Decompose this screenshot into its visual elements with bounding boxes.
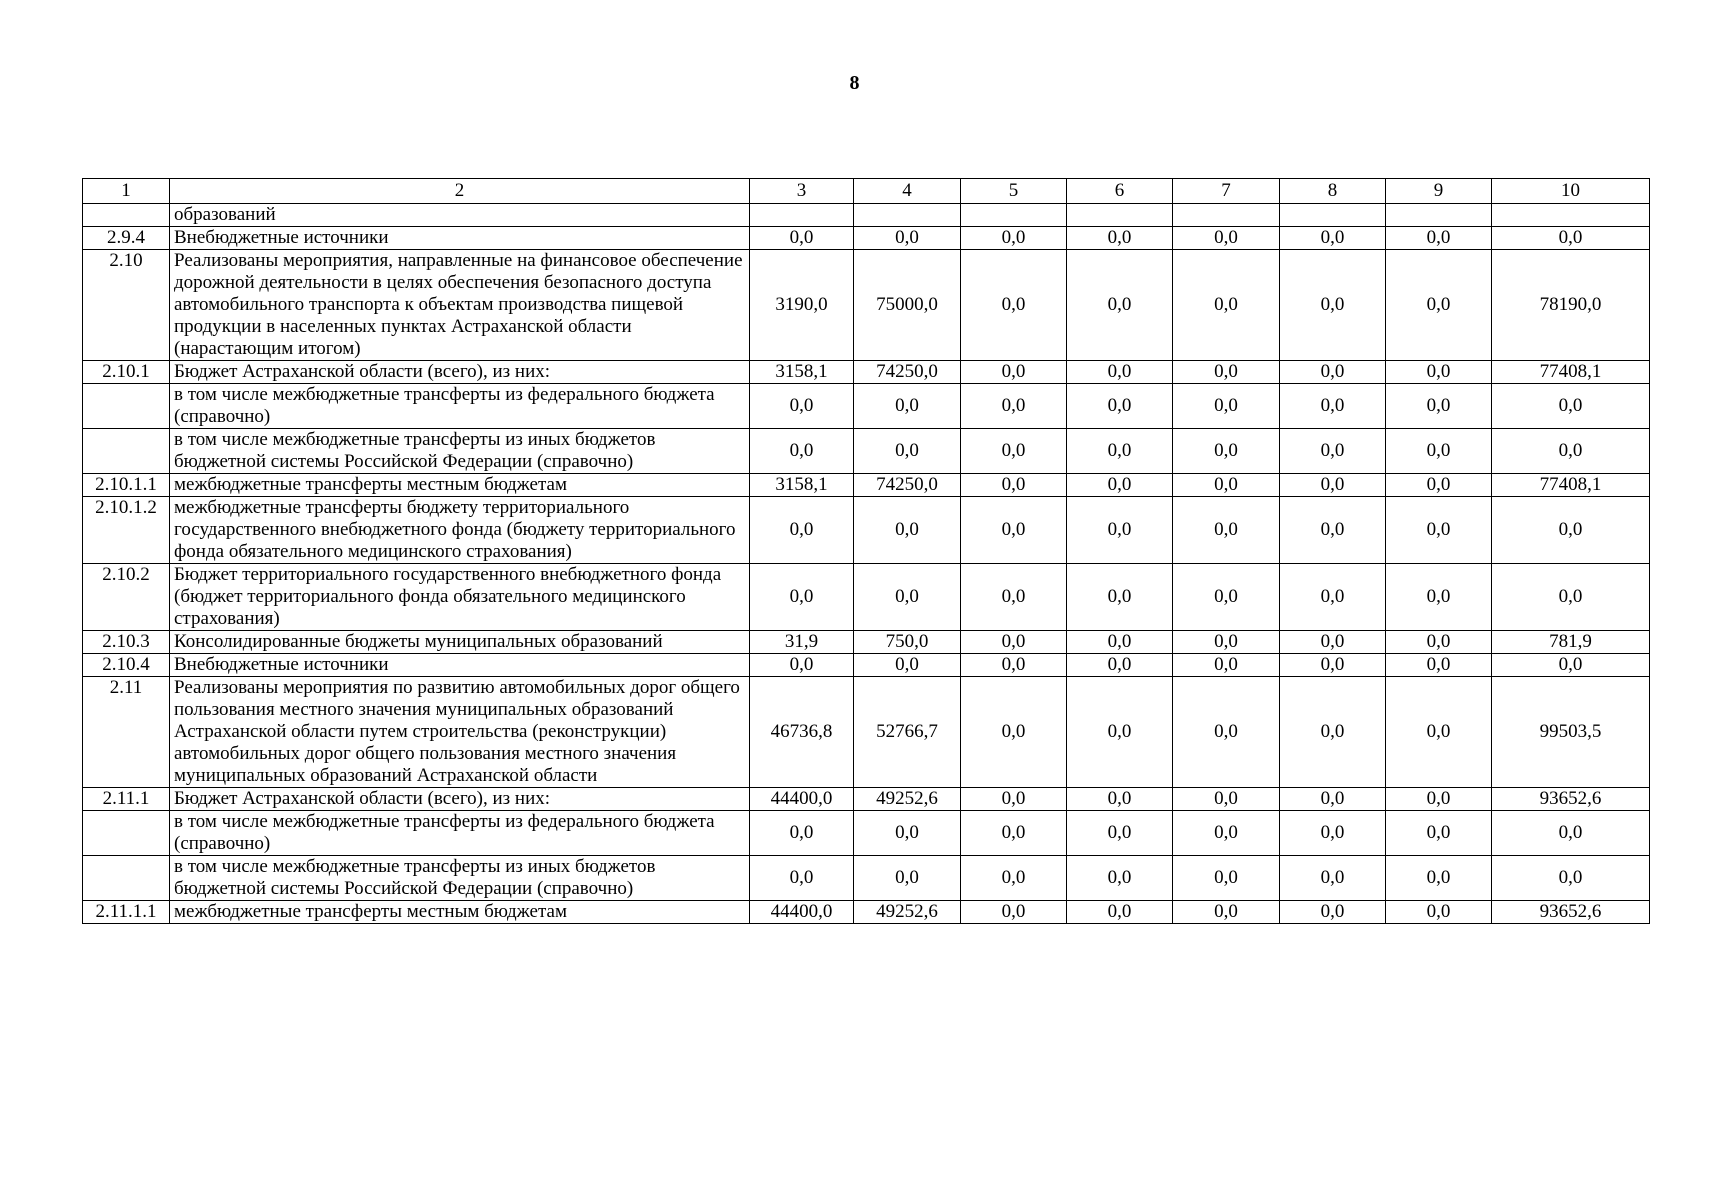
row-value: 0,0 xyxy=(1280,788,1386,811)
row-value xyxy=(1492,204,1650,227)
row-code: 2.10.2 xyxy=(83,564,170,631)
column-header: 2 xyxy=(170,179,750,204)
row-description: Бюджет территориального государственного внебюджетного фонда (бюджет территориального фонда обязательного медицинского страхования) xyxy=(170,564,750,631)
row-code: 2.10 xyxy=(83,250,170,361)
row-value: 44400,0 xyxy=(750,788,854,811)
row-value: 0,0 xyxy=(1386,901,1492,924)
row-value: 0,0 xyxy=(1280,250,1386,361)
column-header: 10 xyxy=(1492,179,1650,204)
row-code: 2.10.1.1 xyxy=(83,474,170,497)
column-header: 4 xyxy=(854,179,961,204)
row-value: 0,0 xyxy=(961,631,1067,654)
row-value: 0,0 xyxy=(1386,654,1492,677)
row-code: 2.10.1.2 xyxy=(83,497,170,564)
row-description: Бюджет Астраханской области (всего), из них: xyxy=(170,788,750,811)
row-description: Реализованы мероприятия, направленные на финансовое обеспечение дорожной деятельности в целях обеспечения безопасного доступа автомобильного транспорта к объектам производства пищевой продукции в населенных пунктах Астраханской области (нарастающим итогом) xyxy=(170,250,750,361)
row-value: 31,9 xyxy=(750,631,854,654)
row-value: 0,0 xyxy=(961,654,1067,677)
row-value: 0,0 xyxy=(1386,474,1492,497)
table-row xyxy=(83,204,1650,227)
row-code: 2.11 xyxy=(83,677,170,788)
row-description: Консолидированные бюджеты муниципальных образований xyxy=(170,631,750,654)
row-value: 3158,1 xyxy=(750,474,854,497)
row-value: 0,0 xyxy=(1492,429,1650,474)
row-code: 2.9.4 xyxy=(83,227,170,250)
row-value: 0,0 xyxy=(750,227,854,250)
row-value: 0,0 xyxy=(854,564,961,631)
row-value: 0,0 xyxy=(961,361,1067,384)
row-description: в том числе межбюджетные трансферты из иных бюджетов бюджетной системы Российской Федерации (справочно) xyxy=(170,856,750,901)
row-value: 0,0 xyxy=(1386,384,1492,429)
row-value: 0,0 xyxy=(1173,677,1280,788)
column-header: 5 xyxy=(961,179,1067,204)
row-description: Внебюджетные источники xyxy=(170,654,750,677)
row-value xyxy=(1067,204,1173,227)
row-value: 44400,0 xyxy=(750,901,854,924)
row-value: 0,0 xyxy=(1386,788,1492,811)
row-code: 2.10.4 xyxy=(83,654,170,677)
row-description: в том числе межбюджетные трансферты из федерального бюджета (справочно) xyxy=(170,384,750,429)
row-value: 0,0 xyxy=(854,384,961,429)
row-value: 0,0 xyxy=(961,384,1067,429)
row-value: 0,0 xyxy=(1280,474,1386,497)
row-value: 0,0 xyxy=(854,856,961,901)
row-value: 0,0 xyxy=(1067,788,1173,811)
row-value: 0,0 xyxy=(1173,631,1280,654)
row-value: 0,0 xyxy=(1386,677,1492,788)
row-value: 0,0 xyxy=(1067,497,1173,564)
table-header-row xyxy=(83,179,1650,204)
row-code xyxy=(83,811,170,856)
row-value: 0,0 xyxy=(1173,384,1280,429)
row-value: 0,0 xyxy=(1067,677,1173,788)
row-code xyxy=(83,204,170,227)
row-value: 74250,0 xyxy=(854,474,961,497)
row-value: 0,0 xyxy=(1067,856,1173,901)
row-description: межбюджетные трансферты местным бюджетам xyxy=(170,901,750,924)
row-value: 0,0 xyxy=(1280,227,1386,250)
row-description: Бюджет Астраханской области (всего), из них: xyxy=(170,361,750,384)
row-code: 2.10.1 xyxy=(83,361,170,384)
row-value: 0,0 xyxy=(1280,856,1386,901)
row-value: 0,0 xyxy=(1173,788,1280,811)
row-value: 0,0 xyxy=(1280,361,1386,384)
row-value: 0,0 xyxy=(1280,384,1386,429)
row-description: Реализованы мероприятия по развитию автомобильных дорог общего пользования местного значения муниципальных образований Астраханской области путем строительства (реконструкции) автомобильных дорог общего пользования местного значения муниципальных образований Астраханской области xyxy=(170,677,750,788)
row-value: 0,0 xyxy=(961,788,1067,811)
row-description: образований xyxy=(170,204,750,227)
row-value: 0,0 xyxy=(961,564,1067,631)
row-value: 0,0 xyxy=(1067,811,1173,856)
row-value: 0,0 xyxy=(1280,497,1386,564)
row-value: 0,0 xyxy=(1386,856,1492,901)
row-value: 0,0 xyxy=(1492,497,1650,564)
row-value: 0,0 xyxy=(1492,384,1650,429)
row-value: 0,0 xyxy=(1173,564,1280,631)
row-value: 0,0 xyxy=(1067,631,1173,654)
row-value: 0,0 xyxy=(961,497,1067,564)
row-value: 0,0 xyxy=(1386,227,1492,250)
row-value: 0,0 xyxy=(1067,654,1173,677)
column-header: 7 xyxy=(1173,179,1280,204)
row-value: 0,0 xyxy=(1280,811,1386,856)
row-value: 0,0 xyxy=(1492,564,1650,631)
row-value xyxy=(1386,204,1492,227)
column-header: 1 xyxy=(83,179,170,204)
budget-table xyxy=(82,178,1650,924)
row-value: 0,0 xyxy=(1492,856,1650,901)
row-value xyxy=(1280,204,1386,227)
row-value: 0,0 xyxy=(750,384,854,429)
row-value: 0,0 xyxy=(1386,361,1492,384)
table-row xyxy=(83,811,1650,856)
table-row xyxy=(83,429,1650,474)
row-value: 0,0 xyxy=(1173,429,1280,474)
table-row xyxy=(83,788,1650,811)
row-value: 0,0 xyxy=(1067,361,1173,384)
row-value: 78190,0 xyxy=(1492,250,1650,361)
row-value: 77408,1 xyxy=(1492,361,1650,384)
row-value: 52766,7 xyxy=(854,677,961,788)
row-value: 0,0 xyxy=(1386,250,1492,361)
row-value: 0,0 xyxy=(1173,250,1280,361)
row-value: 0,0 xyxy=(1386,429,1492,474)
row-value: 0,0 xyxy=(961,429,1067,474)
row-value: 3158,1 xyxy=(750,361,854,384)
row-value: 0,0 xyxy=(961,677,1067,788)
row-value: 0,0 xyxy=(750,654,854,677)
row-value: 0,0 xyxy=(750,429,854,474)
row-value xyxy=(1173,204,1280,227)
row-description: в том числе межбюджетные трансферты из федерального бюджета (справочно) xyxy=(170,811,750,856)
row-value: 0,0 xyxy=(750,564,854,631)
row-value: 93652,6 xyxy=(1492,901,1650,924)
row-value: 0,0 xyxy=(854,497,961,564)
row-value: 0,0 xyxy=(1067,474,1173,497)
row-value: 0,0 xyxy=(961,227,1067,250)
table-row xyxy=(83,901,1650,924)
row-value: 93652,6 xyxy=(1492,788,1650,811)
row-value: 0,0 xyxy=(854,227,961,250)
column-header: 3 xyxy=(750,179,854,204)
row-value: 0,0 xyxy=(1173,654,1280,677)
row-value: 0,0 xyxy=(1067,564,1173,631)
table-row xyxy=(83,227,1650,250)
row-code: 2.11.1.1 xyxy=(83,901,170,924)
row-value: 74250,0 xyxy=(854,361,961,384)
row-value: 0,0 xyxy=(961,811,1067,856)
row-value: 0,0 xyxy=(750,811,854,856)
row-value: 0,0 xyxy=(1067,227,1173,250)
row-value: 0,0 xyxy=(854,654,961,677)
row-value: 0,0 xyxy=(1492,654,1650,677)
row-code xyxy=(83,856,170,901)
row-value: 0,0 xyxy=(1280,677,1386,788)
column-header: 6 xyxy=(1067,179,1173,204)
row-value: 0,0 xyxy=(1280,564,1386,631)
table-row xyxy=(83,631,1650,654)
row-value: 0,0 xyxy=(1067,384,1173,429)
row-value xyxy=(854,204,961,227)
row-value: 781,9 xyxy=(1492,631,1650,654)
row-value: 0,0 xyxy=(1280,631,1386,654)
row-value: 0,0 xyxy=(1173,474,1280,497)
row-value: 0,0 xyxy=(854,429,961,474)
row-value: 49252,6 xyxy=(854,788,961,811)
row-code: 2.11.1 xyxy=(83,788,170,811)
row-value: 3190,0 xyxy=(750,250,854,361)
row-value: 0,0 xyxy=(750,497,854,564)
column-header: 9 xyxy=(1386,179,1492,204)
row-value: 0,0 xyxy=(1067,429,1173,474)
table-row xyxy=(83,384,1650,429)
row-value: 0,0 xyxy=(961,901,1067,924)
table-row xyxy=(83,497,1650,564)
row-value: 0,0 xyxy=(1386,564,1492,631)
row-value: 0,0 xyxy=(961,856,1067,901)
row-value: 0,0 xyxy=(1386,497,1492,564)
row-value: 0,0 xyxy=(1492,227,1650,250)
row-code xyxy=(83,384,170,429)
row-value: 0,0 xyxy=(1173,227,1280,250)
page-number: 8 xyxy=(849,72,860,94)
row-value: 0,0 xyxy=(1280,901,1386,924)
row-value: 0,0 xyxy=(1173,811,1280,856)
row-value: 46736,8 xyxy=(750,677,854,788)
table-row xyxy=(83,474,1650,497)
row-value: 0,0 xyxy=(1173,901,1280,924)
row-value xyxy=(961,204,1067,227)
row-value: 0,0 xyxy=(1173,361,1280,384)
table-row xyxy=(83,677,1650,788)
row-value: 0,0 xyxy=(1386,631,1492,654)
row-value: 0,0 xyxy=(854,811,961,856)
row-value: 77408,1 xyxy=(1492,474,1650,497)
row-description: межбюджетные трансферты местным бюджетам xyxy=(170,474,750,497)
row-description: межбюджетные трансферты бюджету территориального государственного внебюджетного фонда (бюджету территориального фонда обязательного медицинского страхования) xyxy=(170,497,750,564)
row-value: 0,0 xyxy=(1386,811,1492,856)
table-row xyxy=(83,361,1650,384)
row-value: 0,0 xyxy=(1492,811,1650,856)
table-row xyxy=(83,856,1650,901)
row-code: 2.10.3 xyxy=(83,631,170,654)
row-value: 49252,6 xyxy=(854,901,961,924)
row-value: 0,0 xyxy=(1067,901,1173,924)
table-row xyxy=(83,250,1650,361)
row-value xyxy=(750,204,854,227)
table-row xyxy=(83,564,1650,631)
row-code xyxy=(83,429,170,474)
row-description: Внебюджетные источники xyxy=(170,227,750,250)
row-value: 0,0 xyxy=(961,250,1067,361)
row-description: в том числе межбюджетные трансферты из иных бюджетов бюджетной системы Российской Федерации (справочно) xyxy=(170,429,750,474)
column-header: 8 xyxy=(1280,179,1386,204)
table-row xyxy=(83,654,1650,677)
row-value: 0,0 xyxy=(1173,497,1280,564)
row-value: 0,0 xyxy=(1067,250,1173,361)
row-value: 99503,5 xyxy=(1492,677,1650,788)
row-value: 0,0 xyxy=(1173,856,1280,901)
row-value: 0,0 xyxy=(1280,654,1386,677)
row-value: 0,0 xyxy=(961,474,1067,497)
row-value: 750,0 xyxy=(854,631,961,654)
row-value: 75000,0 xyxy=(854,250,961,361)
row-value: 0,0 xyxy=(750,856,854,901)
row-value: 0,0 xyxy=(1280,429,1386,474)
